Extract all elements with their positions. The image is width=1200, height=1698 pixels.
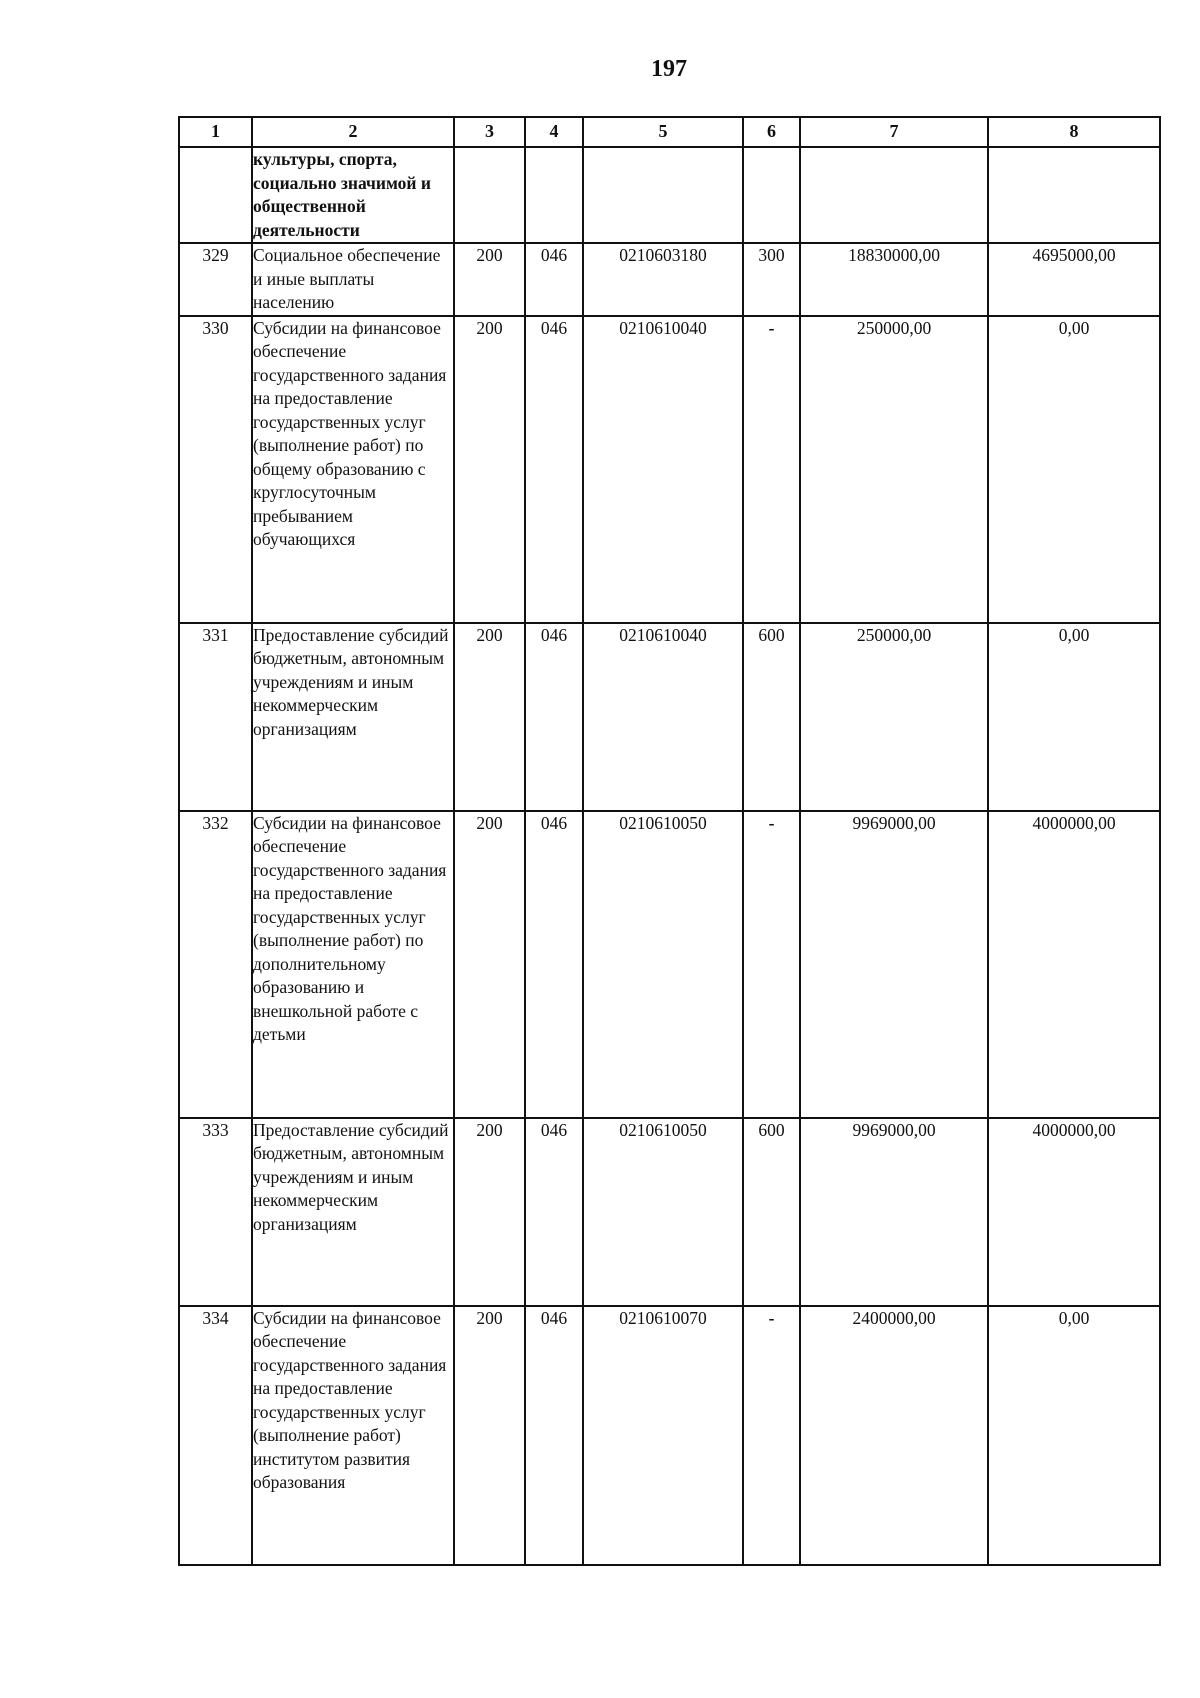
row-col-5: 0210610050	[583, 811, 743, 1118]
row-col-6: 600	[743, 623, 800, 811]
row-col-4: 046	[525, 623, 583, 811]
row-number: 330	[179, 316, 252, 623]
row-col-6: 600	[743, 1118, 800, 1306]
row-number: 333	[179, 1118, 252, 1306]
row-col-8: 0,00	[988, 316, 1160, 623]
row-number: 331	[179, 623, 252, 811]
table-row	[179, 316, 1160, 623]
row-col-8: 0,00	[988, 623, 1160, 811]
table-row	[179, 147, 1160, 243]
row-col-6: 300	[743, 243, 800, 316]
row-col-7	[800, 147, 988, 243]
row-col-8: 4000000,00	[988, 811, 1160, 1118]
row-col-6: -	[743, 811, 800, 1118]
table-row	[179, 243, 1160, 316]
row-col-8: 0,00	[988, 1306, 1160, 1565]
header-col-5: 5	[583, 117, 743, 147]
row-col-3: 200	[454, 243, 525, 316]
header-col-6: 6	[743, 117, 800, 147]
header-col-2: 2	[252, 117, 454, 147]
row-col-7: 250000,00	[800, 316, 988, 623]
table-row	[179, 1118, 1160, 1306]
row-number: 334	[179, 1306, 252, 1565]
row-col-5: 0210610070	[583, 1306, 743, 1565]
row-col-6: -	[743, 1306, 800, 1565]
row-col-4: 046	[525, 243, 583, 316]
row-col-8: 4695000,00	[988, 243, 1160, 316]
table-header	[179, 117, 1160, 147]
row-col-8: 4000000,00	[988, 1118, 1160, 1306]
row-name: Субсидии на финансовое обеспечение государственного задания на предоставление государственных услуг (выполнение работ) по дополнительному образованию и внешкольной работе с детьми	[252, 811, 454, 1118]
row-col-4: 046	[525, 811, 583, 1118]
table-row	[179, 623, 1160, 811]
row-col-3: 200	[454, 316, 525, 623]
table-row	[179, 811, 1160, 1118]
row-name: Предоставление субсидий бюджетным, автономным учреждениям и иным некоммерческим организациям	[252, 1118, 454, 1306]
row-col-5: 0210610050	[583, 1118, 743, 1306]
header-col-4: 4	[525, 117, 583, 147]
row-name: культуры, спорта, социально значимой и общественной деятельности	[252, 147, 454, 243]
row-col-3	[454, 147, 525, 243]
row-col-6: -	[743, 316, 800, 623]
row-name: Социальное обеспечение и иные выплаты населению	[252, 243, 454, 316]
row-col-3: 200	[454, 1306, 525, 1565]
row-col-7: 18830000,00	[800, 243, 988, 316]
row-col-7: 250000,00	[800, 623, 988, 811]
row-col-6	[743, 147, 800, 243]
header-col-8: 8	[988, 117, 1160, 147]
header-col-1: 1	[179, 117, 252, 147]
row-col-5: 0210610040	[583, 316, 743, 623]
table-body	[179, 147, 1160, 1565]
row-col-7: 9969000,00	[800, 1118, 988, 1306]
row-col-3: 200	[454, 811, 525, 1118]
table-row	[179, 1306, 1160, 1565]
row-col-4: 046	[525, 1118, 583, 1306]
row-col-3: 200	[454, 623, 525, 811]
row-col-4	[525, 147, 583, 243]
header-row	[179, 117, 1160, 147]
budget-table	[178, 116, 1161, 1566]
row-name: Субсидии на финансовое обеспечение государственного задания на предоставление государственных услуг (выполнение работ) институтом развития образования	[252, 1306, 454, 1565]
row-name: Субсидии на финансовое обеспечение государственного задания на предоставление государственных услуг (выполнение работ) по общему образованию с круглосуточным пребыванием обучающихся	[252, 316, 454, 623]
row-col-7: 2400000,00	[800, 1306, 988, 1565]
row-col-5: 0210610040	[583, 623, 743, 811]
row-name: Предоставление субсидий бюджетным, автономным учреждениям и иным некоммерческим организациям	[252, 623, 454, 811]
row-col-8	[988, 147, 1160, 243]
row-col-4: 046	[525, 1306, 583, 1565]
header-col-3: 3	[454, 117, 525, 147]
row-number	[179, 147, 252, 243]
row-col-7: 9969000,00	[800, 811, 988, 1118]
header-col-7: 7	[800, 117, 988, 147]
row-col-5	[583, 147, 743, 243]
row-col-5: 0210603180	[583, 243, 743, 316]
row-number: 332	[179, 811, 252, 1118]
row-number: 329	[179, 243, 252, 316]
row-col-3: 200	[454, 1118, 525, 1306]
page-number: 197	[651, 56, 687, 82]
row-col-4: 046	[525, 316, 583, 623]
